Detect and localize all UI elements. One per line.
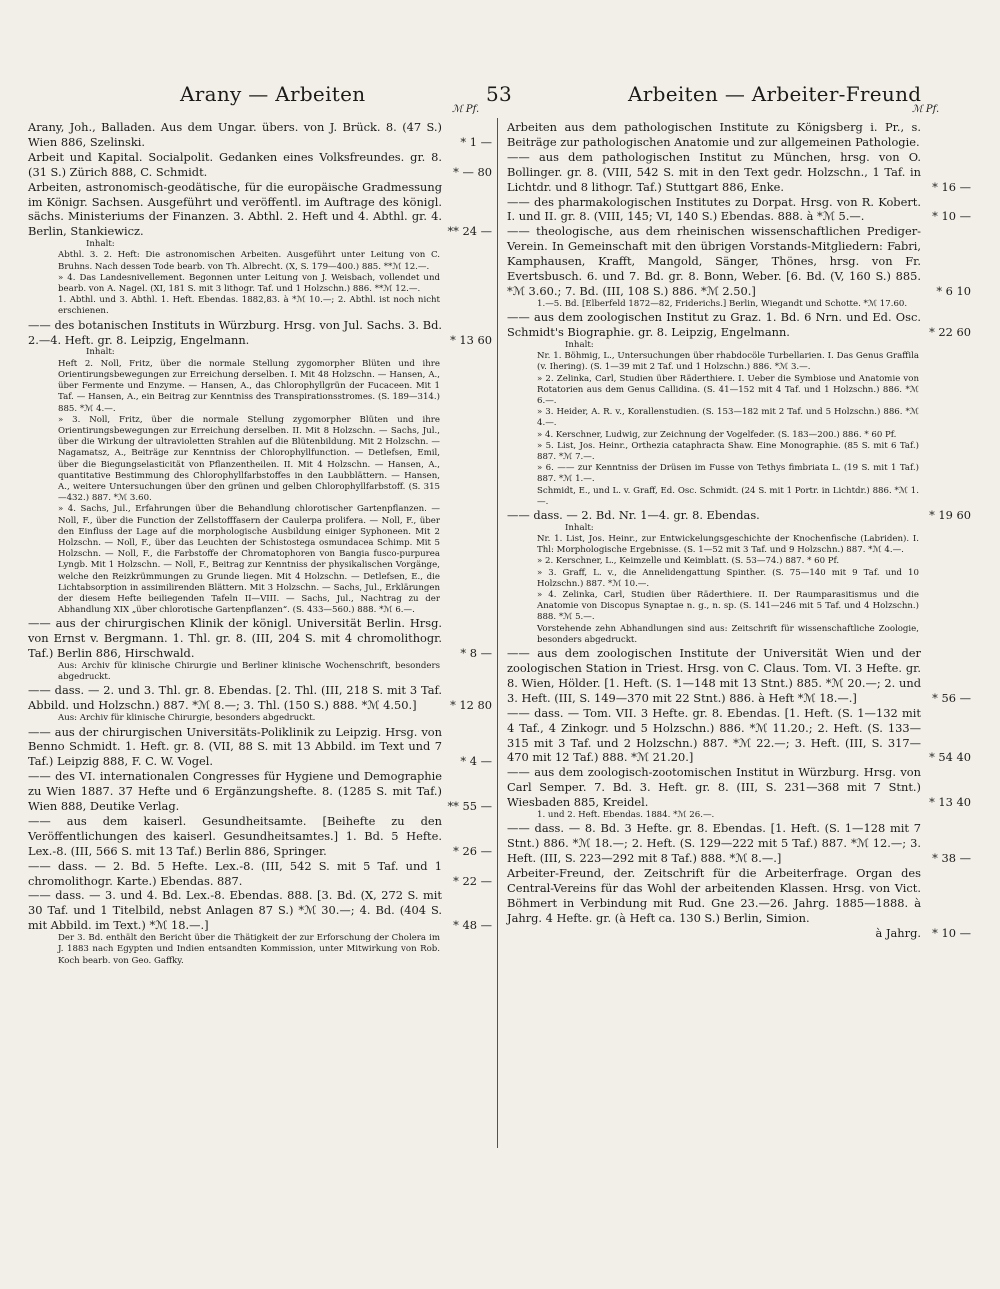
catalog-entry bbox=[507, 706, 971, 766]
entry-text: Arany, Joh., Balladen. Aus dem Ungar. übers. von J. Brück. 8. (47 S.) Wien 886, Szelinski. bbox=[28, 120, 442, 149]
running-header-left: Arany — Arbeiten bbox=[180, 82, 366, 106]
catalog-entry bbox=[507, 866, 971, 926]
catalog-entry bbox=[507, 195, 971, 225]
contents-note: » 4. Das Landesnivellement. Begonnen unter Leitung von J. Weisbach, vollendet und bearb. von A. Nagel. (XI, 181 S. mit 3 lithogr. Taf. und 1 Holzschn.) 886. **ℳ 12.—. bbox=[58, 272, 440, 295]
entry-price: * 22 — bbox=[453, 873, 492, 888]
entry-price: * 4 — bbox=[460, 754, 492, 769]
entry-text: —— aus dem zoologischen Institute der Universität Wien und der zoologischen Station in Triest. Hrsg. von C. Claus. Tom. VI. 3 Hefte. gr. 8. Wien, Hölder. [1. Heft. (S. 1—148 mit 13 Stnt.) 885. *ℳ 20.—; 2. und 3. Heft. (III, S. 149—370 mit 22 Stnt.) 886. à Heft *ℳ 18.—.] bbox=[507, 646, 921, 705]
entry-price: * 38 — bbox=[932, 851, 971, 866]
entry-text: —— des pharmakologischen Institutes zu Dorpat. Hrsg. von R. Kobert. I. und II. gr. 8. (VIII, 145; VI, 140 S.) Ebendas. 888. à *ℳ 5.—. bbox=[507, 194, 921, 224]
entry-price: * 10 — bbox=[932, 925, 971, 940]
entry-price: * 19 60 bbox=[929, 507, 971, 522]
entry-text: —— theologische, aus dem rheinischen wissenschaftlichen Prediger-Verein. In Gemeinschaft mit den übrigen Vorstands-Mitgliedern: Fabri, Kamphausen, Krafft, Mangold, Sänger, Thönes, hrsg. von Fr. Evertsbusch. 6. und 7. Bd. gr. 8. Bonn, Weber. [6. Bd. (V, 160 S.) 885. *ℳ 3.60.; 7. Bd. (III, 108 S.) 886. *ℳ 2.50.] bbox=[507, 224, 921, 298]
left-column bbox=[28, 120, 492, 967]
contents-note: Nr. 1. Böhmig, L., Untersuchungen über rhabdocöle Turbellarien. I. Das Genus Graffila (v. Ihering). (S. 1—39 mit 2 Taf. und 1 Holzschn.) 886. *ℳ 3.—. bbox=[537, 351, 919, 373]
entry-price: * 22 60 bbox=[929, 324, 971, 339]
catalog-entry bbox=[28, 859, 492, 889]
contents-note: Vorstehende zehn Abhandlungen sind aus: Zeitschrift für wissenschaftliche Zoologie, besonders abgedruckt. bbox=[537, 623, 919, 645]
entry-price: * 13 40 bbox=[929, 795, 971, 810]
catalog-entry bbox=[507, 765, 971, 810]
entry-text: —— dass. — 2. Bd. Nr. 1—4. gr. 8. Ebendas. bbox=[507, 507, 760, 522]
contents-note: 1. und 2. Heft. Ebendas. 1884. *ℳ 26.—. bbox=[537, 810, 715, 821]
contents-note: » 4. Zelinka, Carl, Studien über Räderthiere. II. Der Raumparasitismus und die Anatomie von Discopus Synaptae n. g., n. sp. (S. 141—246 mit 5 Taf. und 4 Holzschn.) 888. *ℳ 5.—. bbox=[537, 590, 919, 623]
entry-price: * 13 60 bbox=[450, 332, 492, 347]
contents-heading: Inhalt: bbox=[86, 347, 115, 358]
entry-text: Arbeit und Kapital. Socialpolit. Gedanken eines Volksfreundes. gr. 8. (31 S.) Zürich 888, C. Schmidt. bbox=[28, 149, 442, 179]
entry-text: —— des botanischen Instituts in Würzburg. Hrsg. von Jul. Sachs. 3. Bd. 2.—4. Heft. gr. 8. Leipzig, Engelmann. bbox=[28, 317, 442, 347]
entry-text: —— aus der chirurgischen Universitäts-Poliklinik zu Leipzig. Hrsg. von Benno Schmidt. 1. Heft. gr. 8. (VII, 88 S. mit 13 Abbild. im Text und 7 Taf.) Leipzig 888, F. C. W. Vogel. bbox=[28, 724, 442, 769]
entry-text: —— dass. — 2. und 3. Thl. gr. 8. Ebendas. [2. Thl. (III, 218 S. mit 3 Taf. Abbild. und Holzschn.) 887. *ℳ 8.—; 3. Thl. (150 S.) 888. *ℳ 4.50.] bbox=[28, 683, 442, 713]
contents-note: Aus: Archiv für klinische Chirurgie, besonders abgedruckt. bbox=[58, 713, 316, 724]
page-number: 53 bbox=[486, 82, 513, 106]
entry-price: * 56 — bbox=[932, 690, 971, 705]
entry-text: —— aus dem pathologischen Institut zu München, hrsg. von O. Bollinger. gr. 8. (VIII, 542 S. mit in den Text gedr. Holzschn., 1 Taf. in Lichtdr. und 8 lithogr. Taf.) Stuttgart 886, Enke. bbox=[507, 149, 921, 194]
catalog-entry bbox=[507, 150, 971, 195]
contents-note: » 5. List, Jos. Heinr., Orthezia cataphracta Shaw. Eine Monographie. (85 S. mit 6 Taf.) 887. *ℳ 7.—. bbox=[537, 440, 919, 462]
column-divider bbox=[497, 118, 498, 1148]
contents-heading: Inhalt: bbox=[565, 339, 594, 350]
catalog-entry bbox=[507, 224, 971, 299]
entry-text: —— dass. — 2. Bd. 5 Hefte. Lex.-8. (III, 542 S. mit 5 Taf. und 1 chromolithogr. Karte.) Ebendas. 887. bbox=[28, 858, 442, 888]
contents-note: Heft 2. Noll, Fritz, über die normale Stellung zygomorpher Blüten und ihre Orientirungsbewegungen zur Erreichung derselben. I. Mit 48 Holzschn. — Hansen, A., über Fermente und Enzyme. — Hansen, A., das Chlorophyllgrün der Fucaceen. Mit 1 Taf. — Hansen, A., ein Beitrag zur Kenntniss des Transpirationsstromes. (S. 189—314.) 885. *ℳ 4.—. bbox=[58, 358, 440, 414]
entry-price: * 1 — bbox=[460, 134, 492, 149]
entry-text: —— aus dem zoologischen Institut zu Graz. 1. Bd. 6 Nrn. und Ed. Osc. Schmidt's Biographie. gr. 8. Leipzig, Engelmann. bbox=[507, 310, 921, 339]
entry-text: —— dass. — 8. Bd. 3 Hefte. gr. 8. Ebendas. [1. Heft. (S. 1—128 mit 7 Stnt.) 886. *ℳ 18.—; 2. Heft. (S. 129—222 mit 5 Taf.) 887. *ℳ 12.—; 3. Heft. (III, S. 223—292 mit 8 Taf.) 888. *ℳ 8.—.] bbox=[507, 821, 921, 866]
entry-price: ** 24 — bbox=[447, 224, 492, 239]
entry-text: —— dass. — 3. und 4. Bd. Lex.-8. Ebendas. 888. [3. Bd. (X, 272 S. mit 30 Taf. und 1 Titelbild, nebst Anlagen 87 S.) *ℳ 30.—; 4. Bd. (404 S. mit Abbild. im Text.) *ℳ 18.—.] bbox=[28, 888, 442, 933]
entry-text: —— aus dem zoologisch-zootomischen Institut in Würzburg. Hrsg. von Carl Semper. 7. Bd. 3. Heft. gr. 8. (III, S. 231—368 mit 7 Stnt.) Wiesbaden 885, Kreidel. bbox=[507, 765, 921, 810]
catalog-entry bbox=[507, 310, 971, 340]
contents-note: Nr. 1. List, Jos. Heinr., zur Entwickelungsgeschichte der Knochenfische (Labriden). I. Thl: Morphologische Ergebnisse. (S. 1—52 mit 3 Taf. und 9 Holzschn.) 887. *ℳ 4.—. bbox=[537, 534, 919, 556]
right-column bbox=[507, 120, 971, 941]
contents-note: » 3. Noll, Fritz, über die normale Stellung zygomorpher Blüten und ihre Orientirungsbewegungen zur Erreichung derselben. II. Mit 8 Holzschn. — Sachs, Jul., über die Wirkung der ultravioletten Strahlen auf die Blütenbildung. Mit 2 Holzschn. — Nagamatsz, A., Beiträge zur Kenntniss der Chlorophyllfunction. — Detlefsen, Emil, über die Biegungselasticität von Pflanzentheilen. II. Mit 4 Holzschn. — Hansen, A., quantitative Bestimmung des Chlorophyllfarbstoffes in den Laubblättern. — Hansen, A., weitere Untersuchungen über den grünen und gelben Chlorophyllfarbstoff. (S. 315—432.) 887. *ℳ 3.60. bbox=[58, 414, 440, 504]
catalog-entry bbox=[507, 926, 971, 941]
entry-price: * 48 — bbox=[453, 918, 492, 933]
running-header-right: Arbeiten — Arbeiter-Freund bbox=[628, 82, 922, 106]
contents-note: Aus: Archiv für klinische Chirurgie und Berliner klinische Wochenschrift, besonders abgedruckt. bbox=[58, 661, 440, 683]
price-unit-label-right: ℳ Pf. bbox=[912, 104, 940, 115]
contents-note: Abthl. 3. 2. Heft: Die astronomischen Arbeiten. Ausgeführt unter Leitung von C. Bruhns. Nach dessen Tode bearb. von Th. Albrecht. (X, S. 179—400.) 885. **ℳ 12.—. bbox=[58, 250, 440, 272]
contents-note: » 3. Graff, L. v., die Annelidengattung Spinther. (S. 75—140 mit 9 Taf. und 10 Holzschn.) 887. *ℳ 10.—. bbox=[537, 567, 919, 589]
catalog-entry bbox=[28, 318, 492, 348]
entry-text: Arbeiten, astronomisch-geodätische, für die europäische Gradmessung im Königr. Sachsen. Ausgeführt und veröffentl. im Auftrage des königl. sächs. Ministeriums der Finanzen. 3. Abthl. 2. Heft und 4. Abthl. gr. 4. Berlin, Stankiewicz. bbox=[28, 179, 442, 239]
contents-note: 1.—5. Bd. [Elberfeld 1872—82, Friderichs.] Berlin, Wiegandt und Schotte. *ℳ 17.60. bbox=[537, 298, 908, 309]
entry-text: —— aus dem kaiserl. Gesundheitsamte. [Beiheftе zu den Veröffentlichungen des kaiserl. Gesundheitsamtes.] 1. Bd. 5 Hefte. Lex.-8. (III, 566 S. mit 13 Taf.) Berlin 886, Springer. bbox=[28, 813, 442, 858]
contents-heading: Inhalt: bbox=[565, 522, 594, 533]
contents-note: » 2. Zelinka, Carl, Studien über Räderthiere. I. Ueber die Symbiose und Anatomie von Rotatorien aus dem Genus Callidina. (S. 41—152 mit 4 Taf. und 1 Holzschn.) 886. *ℳ 6.—. bbox=[537, 373, 919, 406]
contents-note: Schmidt, E., und L. v. Graff, Ed. Osc. Schmidt. (24 S. mit 1 Portr. in Lichtdr.) 886. *ℳ 1.—. bbox=[537, 485, 919, 507]
entry-price: * 54 40 bbox=[929, 750, 971, 765]
catalog-entry bbox=[28, 683, 492, 713]
catalog-entry bbox=[507, 821, 971, 866]
entry-price: * 16 — bbox=[932, 179, 971, 194]
catalog-entry bbox=[28, 180, 492, 240]
entry-price: * 6 10 bbox=[936, 283, 971, 298]
contents-note: Der 3. Bd. enthält den Bericht über die Thätigkeit der zur Erforschung der Cholera im J. 1883 nach Egypten und Indien entsandten Kommission, unter Mitwirkung von Rob. Koch bearb. von Geo. Gaffky. bbox=[58, 933, 440, 966]
catalog-entry bbox=[507, 120, 971, 150]
entry-price: * 12 80 bbox=[450, 698, 492, 713]
contents-note: » 3. Heider, A. R. v., Korallenstudien. (S. 153—182 mit 2 Taf. und 5 Holzschn.) 886. *ℳ 4.—. bbox=[537, 407, 919, 429]
catalog-entry bbox=[28, 814, 492, 859]
entry-text: —— dass. — Tom. VII. 3 Hefte. gr. 8. Ebendas. [1. Heft. (S. 1—132 mit 4 Taf., 4 Zinkogr. und 5 Holzschn.) 886. *ℳ 11.20.; 2. Heft. (S. 133—315 mit 3 Taf. und 2 Holzschn.) 887. *ℳ 22.—; 3. Heft. (III, S. 317—470 mit 12 Taf.) 888. *ℳ 21.20.] bbox=[507, 705, 921, 765]
entry-text: Arbeiten aus dem pathologischen Institute zu Königsberg i. Pr., s. Beiträge zur pathologischen Anatomie und zur allgemeinen Pathologie. bbox=[507, 120, 921, 149]
contents-note: » 2. Kerschner, L., Keimzelle und Keimblatt. (S. 53—74.) 887. * 60 Pf. bbox=[537, 556, 840, 567]
contents-heading: Inhalt: bbox=[86, 239, 115, 250]
entry-price: * — 80 bbox=[453, 164, 492, 179]
catalog-entry bbox=[28, 888, 492, 933]
contents-note: » 6. —— zur Kenntniss der Drüsen im Fusse von Tethys fimbriata L. (19 S. mit 1 Taf.) 887. *ℳ 1.—. bbox=[537, 463, 919, 485]
catalog-entry bbox=[28, 769, 492, 814]
catalog-entry bbox=[28, 150, 492, 180]
entry-text: Arbeiter-Freund, der. Zeitschrift für die Arbeiterfrage. Organ des Central-Vereins für das Wohl der arbeitenden Klassen. Hrsg. von Vict. Böhmert in Verbindung mit Rud. Gne 23.—26. Jahrg. 1885—1888. à Jahrg. 4 Hefte. gr. (à Heft ca. 130 S.) Berlin, Simion. bbox=[507, 865, 921, 925]
contents-note: 1. Abthl. und 3. Abthl. 1. Heft. Ebendas. 1882,83. à *ℳ 10.—; 2. Abthl. ist noch nicht erschienen. bbox=[58, 295, 440, 317]
contents-note: » 4. Sachs, Jul., Erfahrungen über die Behandlung chlorotischer Gartenpflanzen. — Noll, F., über die Function der Zellstofffasern der Caulerpa prolifera. — Noll, F., über den Einfluss der Lage auf die morphologische Ausbildung einiger Syphoneen. Mit 2 Holzschn. — Noll, F., über das Leuchten der Schistostega osmundacea Schimp. Mit 5 Holzschn. — Noll, F., die Farbstoffe der Chromatophoren von Bangia fusco-purpurea Lyngb. Mit 1 Holzschn. — Noll, F., Beitrag zur Kenntniss der physikalischen Vorgänge, welche den Reizkrümmungen zu Grunde liegen. Mit 4 Holzschn. — Detlefsen, E., die Lichtabsorption in assimilirenden Blättern. Mit 3 Holzschn. — Sachs, Jul., Erklärungen der diesem Hefte beiliegenden Tafeln II—VIII. — Sachs, Jul., Nachtrag zu der Abhandlung XIX „über chlorotische Gartenpflanzen“. (S. 433—560.) 888. *ℳ 6.—. bbox=[58, 504, 440, 616]
entry-text: —— des VI. internationalen Congresses für Hygiene und Demographie zu Wien 1887. 37 Hefte und 6 Ergänzungshefte. 8. (1285 S. mit Taf.) Wien 888, Deutike Verlag. bbox=[28, 769, 442, 814]
entry-text: à Jahrg. bbox=[875, 925, 921, 940]
catalog-entry bbox=[507, 646, 971, 706]
entry-price: ** 55 — bbox=[447, 799, 492, 814]
catalog-entry bbox=[507, 508, 971, 523]
entry-price: * 10 — bbox=[932, 209, 971, 224]
price-unit-label-left: ℳ Pf. bbox=[452, 104, 480, 115]
entry-text: —— aus der chirurgischen Klinik der königl. Universität Berlin. Hrsg. von Ernst v. Bergmann. 1. Thl. gr. 8. (III, 204 S. mit 4 chromolithogr. Taf.) Berlin 886, Hirschwald. bbox=[28, 616, 442, 661]
entry-price: * 8 — bbox=[460, 646, 492, 661]
catalog-entry bbox=[28, 120, 492, 150]
catalog-entry bbox=[28, 616, 492, 661]
contents-note: » 4. Kerschner, Ludwig, zur Zeichnung der Vogelfeder. (S. 183—200.) 886. * 60 Pf. bbox=[537, 429, 897, 440]
entry-price: * 26 — bbox=[453, 843, 492, 858]
catalog-entry bbox=[28, 725, 492, 770]
